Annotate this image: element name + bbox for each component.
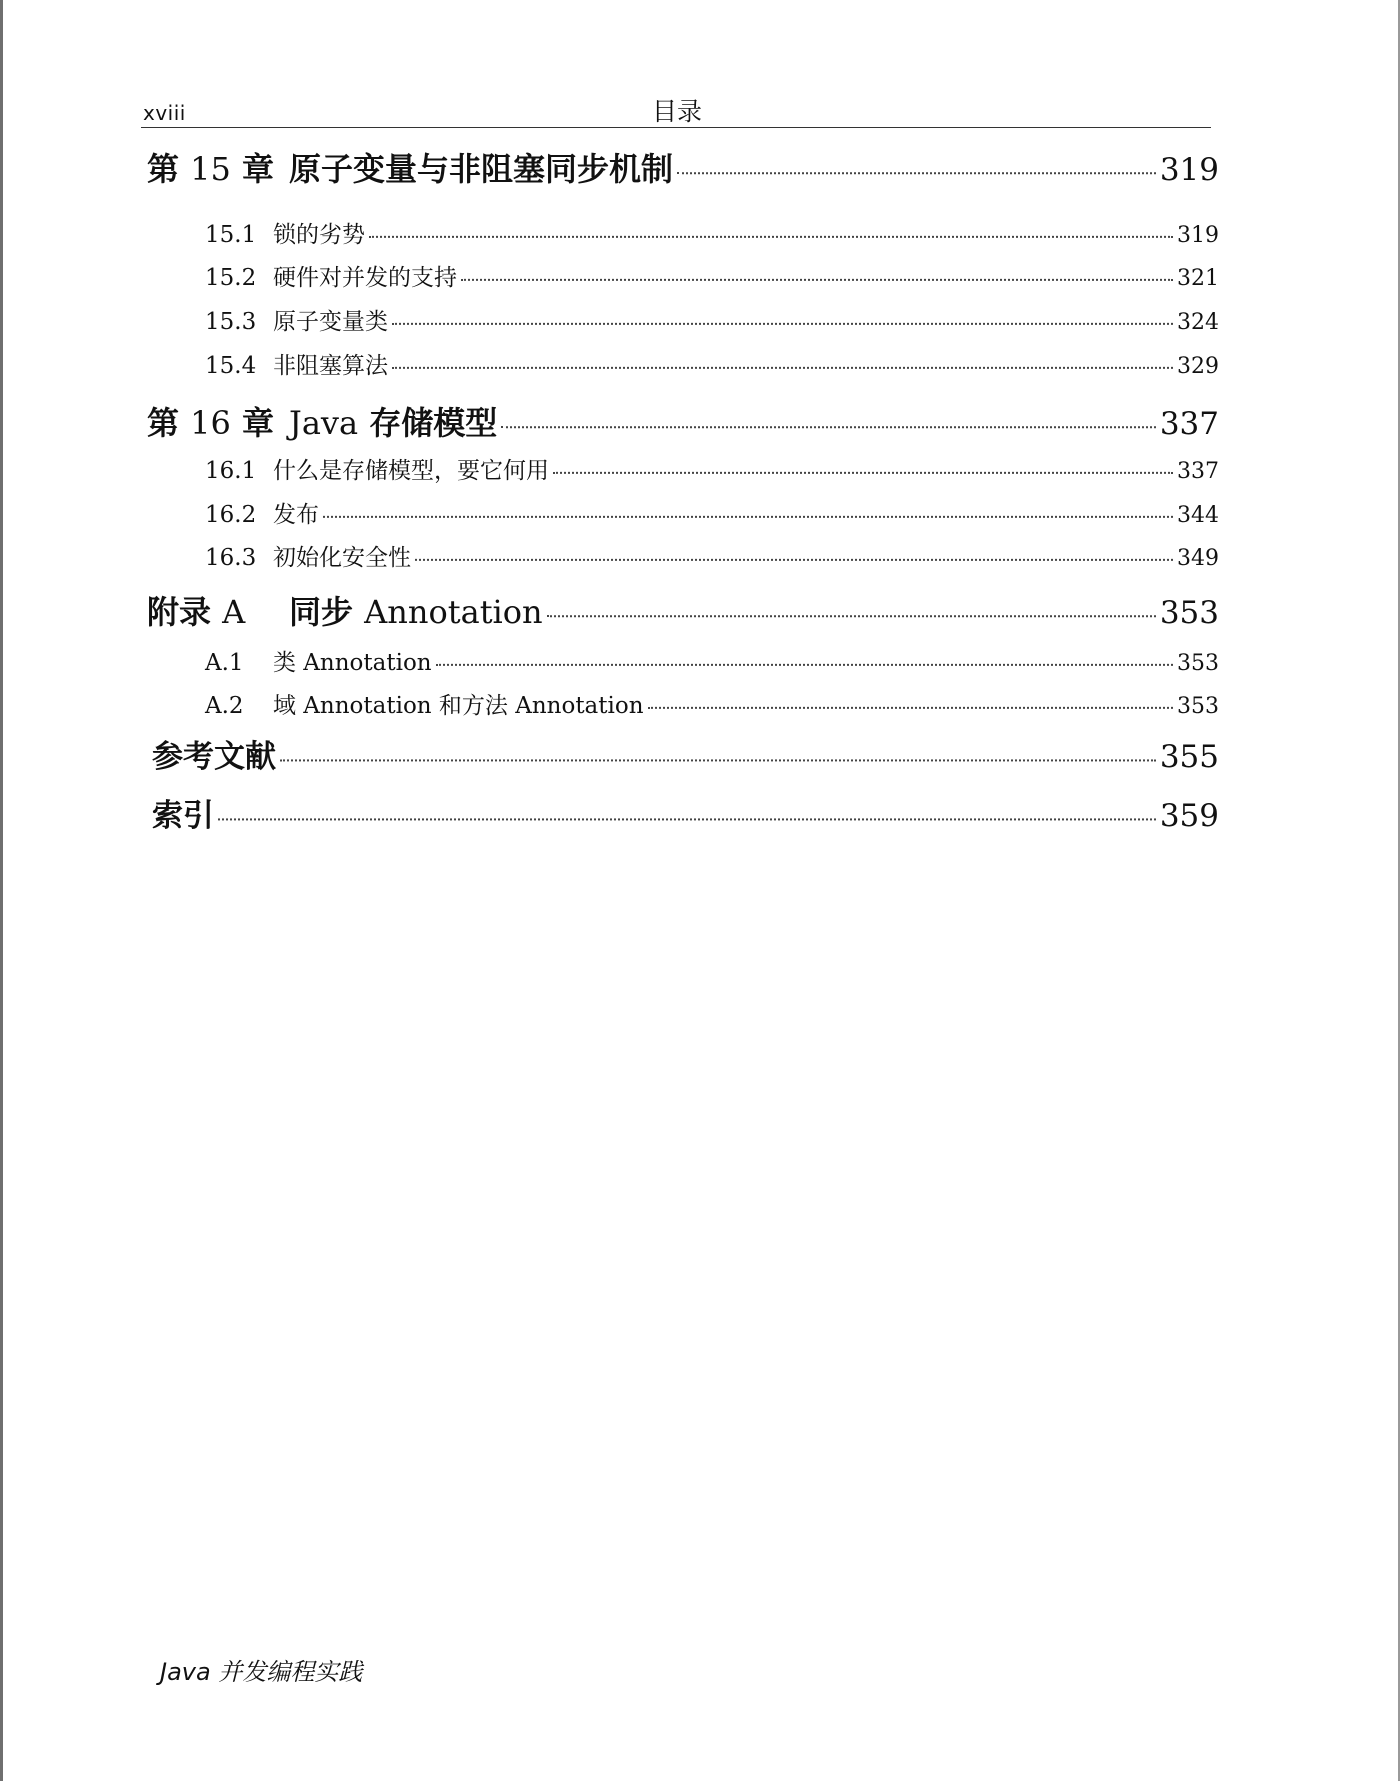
section-number: 15.4 bbox=[205, 353, 257, 379]
dot-leader bbox=[392, 344, 1173, 369]
section-title: 硬件对并发的支持 bbox=[273, 265, 457, 291]
dot-leader bbox=[648, 684, 1173, 709]
toc-references[interactable] bbox=[152, 731, 1219, 776]
toc-section-15-4[interactable] bbox=[205, 347, 1219, 380]
page-ref: 329 bbox=[1177, 354, 1219, 379]
page-number: xviii bbox=[143, 101, 186, 125]
dot-leader bbox=[280, 728, 1156, 761]
chapter-title: 原子变量与非阻塞同步机制 bbox=[289, 150, 674, 188]
running-title: 目录 bbox=[652, 97, 703, 126]
section-title: 什么是存储模型，要它何用 bbox=[273, 458, 549, 484]
scan-left-edge bbox=[0, 0, 3, 1781]
section-title: 类 Annotation bbox=[273, 650, 432, 676]
page-ref: 337 bbox=[1159, 406, 1219, 442]
page-ref: 319 bbox=[1159, 152, 1219, 188]
toc-chapter-16[interactable] bbox=[147, 398, 1219, 444]
section-number: 16.1 bbox=[205, 458, 257, 484]
appendix-label: 附录 A bbox=[147, 593, 246, 631]
page-ref: 353 bbox=[1177, 651, 1219, 676]
page-ref: 353 bbox=[1177, 694, 1219, 719]
footer-book-title: Java 并发编程实践 bbox=[160, 1658, 363, 1686]
index-title: 索引 bbox=[152, 798, 214, 834]
page-ref: 337 bbox=[1177, 459, 1219, 484]
section-number: 15.1 bbox=[205, 222, 257, 248]
toc-section-15-3[interactable] bbox=[205, 303, 1219, 336]
section-title: 锁的劣势 bbox=[273, 222, 365, 248]
section-number: A.2 bbox=[205, 693, 244, 719]
toc-section-16-2[interactable] bbox=[205, 496, 1219, 529]
page-ref: 359 bbox=[1159, 798, 1219, 834]
toc-section-15-2[interactable] bbox=[205, 259, 1219, 292]
dot-leader bbox=[392, 300, 1173, 325]
section-title: 初始化安全性 bbox=[273, 545, 411, 571]
section-number: 16.2 bbox=[205, 502, 257, 528]
appendix-title: 同步 Annotation bbox=[289, 593, 543, 631]
page-ref: 321 bbox=[1177, 266, 1219, 291]
page-ref: 344 bbox=[1177, 503, 1219, 528]
section-title: 非阻塞算法 bbox=[273, 353, 388, 379]
toc-section-15-1[interactable] bbox=[205, 216, 1219, 249]
section-number: 15.3 bbox=[205, 309, 257, 335]
dot-leader bbox=[677, 140, 1156, 174]
references-title: 参考文献 bbox=[152, 739, 276, 775]
section-title: 原子变量类 bbox=[273, 309, 388, 335]
page-ref: 324 bbox=[1177, 310, 1219, 335]
dot-leader bbox=[547, 583, 1156, 617]
page-ref: 355 bbox=[1159, 739, 1219, 775]
toc-section-a-2[interactable] bbox=[205, 687, 1219, 720]
toc-chapter-15[interactable] bbox=[147, 144, 1219, 190]
header-rule bbox=[141, 127, 1211, 128]
page-ref: 319 bbox=[1177, 223, 1219, 248]
dot-leader bbox=[553, 449, 1173, 474]
dot-leader bbox=[218, 787, 1156, 820]
toc-section-16-3[interactable] bbox=[205, 539, 1219, 572]
page-ref: 353 bbox=[1159, 595, 1219, 631]
section-title: 发布 bbox=[273, 502, 319, 528]
chapter-label: 第 16 章 bbox=[147, 404, 275, 442]
dot-leader bbox=[501, 394, 1156, 428]
section-number: 15.2 bbox=[205, 265, 257, 291]
chapter-label: 第 15 章 bbox=[147, 150, 275, 188]
dot-leader bbox=[461, 256, 1173, 281]
dot-leader bbox=[369, 213, 1173, 238]
dot-leader bbox=[415, 536, 1173, 561]
page-ref: 349 bbox=[1177, 546, 1219, 571]
toc-section-16-1[interactable] bbox=[205, 452, 1219, 485]
toc-section-a-1[interactable] bbox=[205, 644, 1219, 677]
section-number: A.1 bbox=[205, 650, 244, 676]
chapter-title: Java 存储模型 bbox=[289, 404, 498, 442]
dot-leader bbox=[436, 641, 1173, 666]
toc-index[interactable] bbox=[152, 790, 1219, 835]
dot-leader bbox=[323, 493, 1173, 518]
section-number: 16.3 bbox=[205, 545, 257, 571]
section-title: 域 Annotation 和方法 Annotation bbox=[273, 693, 644, 719]
toc-appendix-a[interactable] bbox=[147, 587, 1219, 633]
